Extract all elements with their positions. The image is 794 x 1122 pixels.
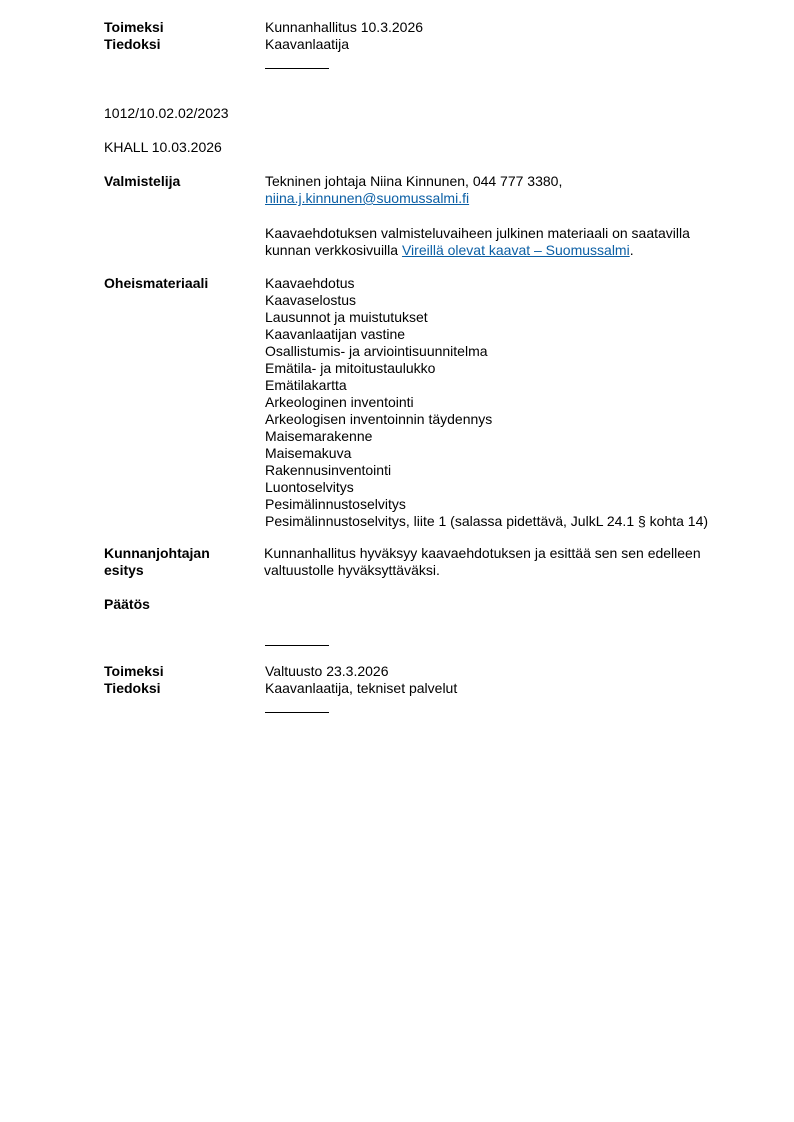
preparer-email-row bbox=[265, 190, 469, 207]
divider-rule bbox=[265, 645, 329, 646]
preparer-email-link[interactable]: niina.j.kinnunen@suomussalmi.fi bbox=[265, 190, 470, 206]
material-note-prefix: kunnan verkkosivuilla bbox=[265, 242, 402, 258]
attachment-item: Osallistumis- ja arviointisuunnitelma bbox=[265, 343, 488, 359]
case-number: 1012/10.02.02/2023 bbox=[104, 105, 229, 121]
tiedoksi-value: Kaavanlaatija bbox=[265, 36, 350, 52]
attachment-item: Kaavaehdotus bbox=[265, 275, 355, 291]
tiedoksi-value: Kaavanlaatija, tekniset palvelut bbox=[265, 680, 458, 696]
tiedoksi-label: Tiedoksi bbox=[104, 680, 161, 696]
material-note-line2 bbox=[265, 242, 634, 259]
toimeksi-label: Toimeksi bbox=[104, 663, 164, 679]
attachment-item: Maisemarakenne bbox=[265, 428, 373, 444]
attachment-item: Pesimälinnustoselvitys, liite 1 (salassa pidettävä, JulkL 24.1 § kohta 14) bbox=[265, 513, 709, 529]
toimeksi-label: Toimeksi bbox=[104, 19, 164, 35]
material-note-line1: Kaavaehdotuksen valmisteluvaiheen julkinen materiaali on saatavilla bbox=[265, 225, 690, 241]
toimeksi-value: Valtuusto 23.3.2026 bbox=[265, 663, 389, 679]
attachment-item: Arkeologisen inventoinnin täydennys bbox=[265, 411, 493, 427]
attachment-item: Lausunnot ja muistutukset bbox=[265, 309, 428, 325]
material-note-suffix: . bbox=[629, 242, 634, 258]
decision-label: Päätös bbox=[104, 596, 150, 612]
attachment-item: Arkeologinen inventointi bbox=[265, 394, 414, 410]
attachment-item: Pesimälinnustoselvitys bbox=[265, 496, 406, 512]
attachment-item: Emätila- ja mitoitustaulukko bbox=[265, 360, 436, 376]
preparer-label: Valmistelija bbox=[104, 173, 181, 189]
attachment-item: Kaavaselostus bbox=[265, 292, 357, 308]
pending-plans-link[interactable]: Vireillä olevat kaavat – Suomussalmi bbox=[401, 242, 630, 258]
attachments-list bbox=[265, 275, 708, 530]
tiedoksi-label: Tiedoksi bbox=[104, 36, 161, 52]
attachment-item: Emätilakartta bbox=[265, 377, 347, 393]
proposal-label-line1: Kunnanjohtajan bbox=[104, 545, 210, 561]
proposal-label-line2: esitys bbox=[104, 562, 144, 578]
attachments-label: Oheismateriaali bbox=[104, 275, 209, 291]
divider-rule bbox=[265, 712, 329, 713]
proposal-text-line1: Kunnanhallitus hyväksyy kaavaehdotuksen ja esittää sen sen edelleen bbox=[264, 545, 701, 561]
toimeksi-value: Kunnanhallitus 10.3.2026 bbox=[265, 19, 424, 35]
attachment-item: Maisemakuva bbox=[265, 445, 352, 461]
meeting-reference: KHALL 10.03.2026 bbox=[104, 139, 222, 155]
attachment-item: Kaavanlaatijan vastine bbox=[265, 326, 406, 342]
attachment-item: Rakennusinventointi bbox=[265, 462, 392, 478]
attachment-item: Luontoselvitys bbox=[265, 479, 354, 495]
proposal-text-line2: valtuustolle hyväksyttäväksi. bbox=[264, 562, 440, 578]
divider-rule bbox=[265, 68, 329, 69]
preparer-contact: Tekninen johtaja Niina Kinnunen, 044 777 3380, bbox=[265, 173, 563, 189]
